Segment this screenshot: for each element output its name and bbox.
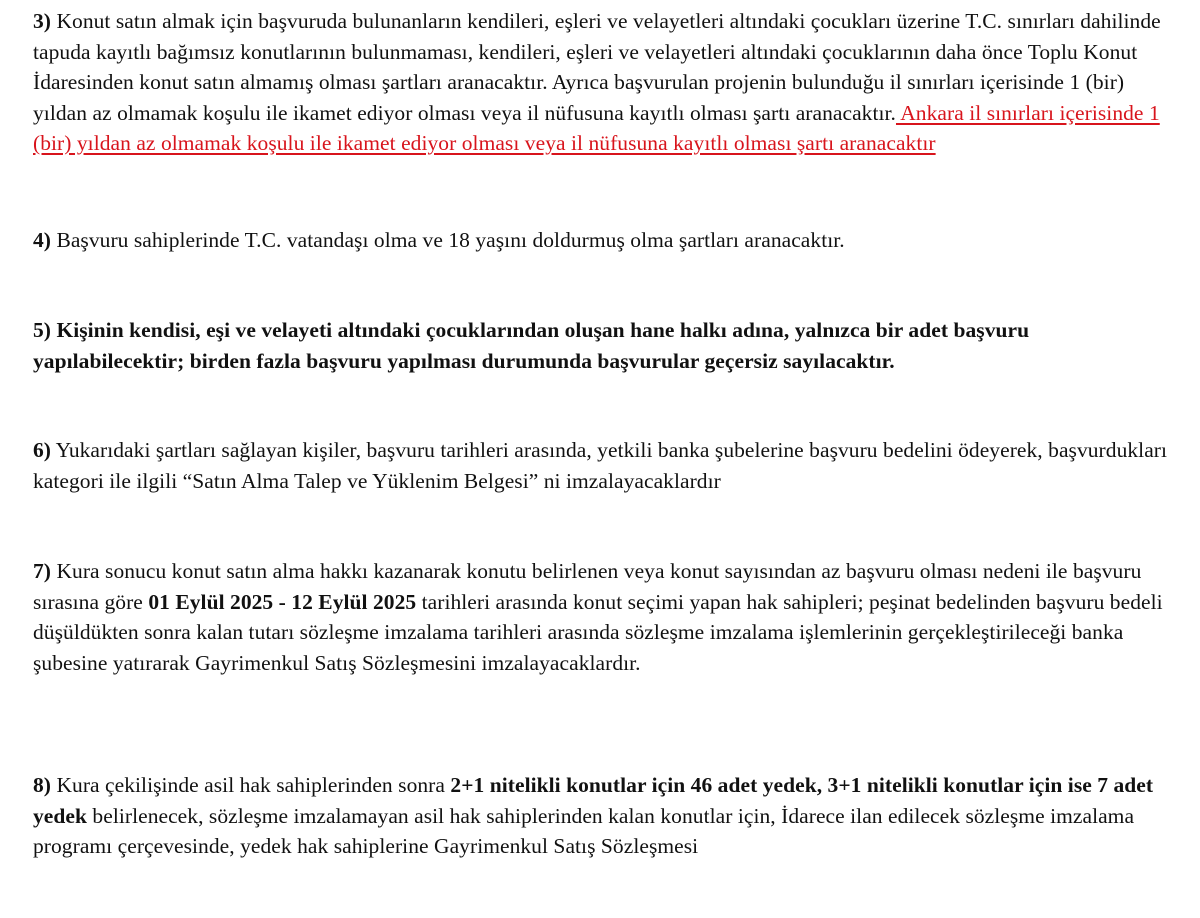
highlighted-amendment-text: Ankara il sınırları içerisinde 1 (bir) yıldan az olmamak koşulu ile ikamet ediyor olması veya il nüfusuna kayıtlı olması şartı aranacaktır [33, 100, 1160, 155]
paragraph-text: Konut satın almak için başvuruda bulunanların kendileri, eşleri ve velayetleri altındaki çocukları üzerine T.C. sınırları dahilinde tapuda kayıtlı bağımsız konutlarının bulunmaması, kendileri, eşleri ve velayetleri altındaki çocuklarının daha önce Toplu Konut İdaresinden konut satın almamış olması şartları aranacaktır. Ayrıca başvurulan projenin bulunduğu il sınırları içerisinde 1 (bir) yıldan az olmamak koşulu ile ikamet ediyor olması veya il nüfusuna kayıtlı olması şartı aranacaktır. [33, 9, 1161, 125]
paragraph-number: 8) [33, 773, 52, 797]
paragraph-8 [33, 770, 1183, 862]
paragraph-number: 7) [33, 559, 52, 583]
paragraph-text-continued: tarihleri arasında konut seçimi yapan hak sahipleri; peşinat bedelinden başvuru bedeli düşüldükten sonra kalan tutarı sözleşme imzalama tarihleri arasında sözleşme imzalama işlemlerinin gerçekleştirileceği banka şubesine yatırarak Gayrimenkul Satış Sözleşmesini imzalayacaklardır. [33, 589, 1163, 675]
paragraph-text: Kişinin kendisi, eşi ve velayeti altındaki çocuklarından oluşan hane halkı adına, yalnızca bir adet başvuru yapılabilecektir; birden fazla başvuru yapılması durumunda başvurular geçersiz sayılacaktır. [33, 318, 1030, 373]
paragraph-text-continued: belirlenecek, sözleşme imzalamayan asil hak sahiplerinden kalan konutlar için, İdarece ilan edilecek sözleşme imzalama programı çerçevesinde, yedek hak sahiplerine Gayrimenkul Satış Sözleşmesi [33, 803, 1135, 858]
paragraph-number: 6) [33, 438, 52, 462]
selection-dates: 01 Eylül 2025 - 12 Eylül 2025 [148, 589, 417, 614]
paragraph-text: Kura çekilişinde asil hak sahiplerinden sonra [51, 773, 451, 797]
paragraph-4 [33, 225, 1183, 256]
paragraph-7 [33, 556, 1183, 678]
paragraph-number: 5) [33, 318, 52, 342]
paragraph-5 [33, 315, 1183, 376]
paragraph-text: Yukarıdaki şartları sağlayan kişiler, başvuru tarihleri arasında, yetkili banka şubelerine başvuru bedelini ödeyerek, başvurdukları kategori ile ilgili “Satın Alma Talep ve Yüklenim Belgesi” ni imzalayacaklardır [33, 438, 1168, 493]
paragraph-text: Başvuru sahiplerinde T.C. vatandaşı olma ve 18 yaşını doldurmuş olma şartları aranacaktır. [51, 228, 845, 252]
reserve-counts: 2+1 nitelikli konutlar için 46 adet yedek, 3+1 nitelikli konutlar için ise 7 adet yedek [33, 773, 1154, 828]
paragraph-number: 3) [33, 9, 52, 33]
paragraph-6 [33, 435, 1183, 496]
paragraph-3 [33, 6, 1183, 159]
paragraph-text: Kura sonucu konut satın alma hakkı kazanarak konutu belirlenen veya konut sayısından az başvuru olması nedeni ile başvuru sırasına göre [33, 559, 1142, 614]
paragraph-number: 4) [33, 228, 52, 252]
